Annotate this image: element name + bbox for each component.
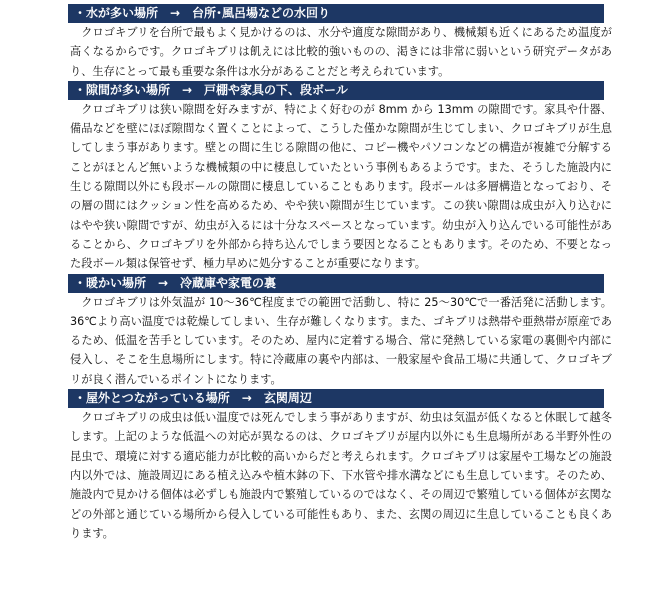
section-header: ・暖かい場所 → 冷蔵庫や家電の裏 [68,274,604,293]
section-body: クロゴキブリの成虫は低い温度では死んでしまう事がありますが、幼虫は気温が低くなると休眠して越冬します。上記のような低温への対応が異なるのは、クロゴキブリが屋内以外にも生息場所がある半野外性の昆虫で、環境に対する適応能力が比較的高いからだと考えられます。クロゴキブリは家屋や工場などの施設内以外では、施設周辺にある植え込みや植木鉢の下、下水管や排水溝などにも生息しています。そのため、施設内で見かける個体は必ずしも施設内で繁殖しているのではなく、その周辺で繁殖している個体が玄関などの外部と通じている場所から侵入している可能性もあり、また、玄関の周辺に生息していることも良くあります。 [70,411,612,540]
section-body: クロゴキブリを台所で最もよく見かけるのは、水分や適度な隙間があり、機械類も近くにあるため温度が高くなるからです。クロゴキブリは飢えには比較的強いものの、渇きには非常に弱いという研究データがあり、生存にとって最も重要な条件は水分があることだと考えられています。 [70,26,612,78]
section-warm [0,274,655,389]
section-body: クロゴキブリは狭い隙間を好みますが、特によく好むのが 8mm から 13mm の隙間です。家具や什器、備品などを壁にほぼ隙間なく置くことによって、こうした僅かな隙間が生じてしまい、クロゴキブリが生息してしまう事があります。壁との間に生じる隙間の他に、コピー機やパソコンなどの構造が複雑で分解することがほとんど無いような機械類の中に棲息していたという事例もあるようです。また、そうした施設内に生じる隙間以外にも段ボールの隙間に棲息していることもあります。段ボールは多層構造となっており、その層の間にはクッション性を高めるため、やや狭い隙間が生じています。この狭い隙間は成虫が入り込むにはやや狭い隙間ですが、幼虫が入るには十分なスペースとなっています。幼虫が入り込んでいる可能性があることから、クロゴキブリを外部から持ち込んでしまう要因となることもあります。そのため、不要となった段ボール類は保管せず、極力早めに処分することが重要になります。 [70,102,612,271]
section-header: ・屋外とつながっている場所 → 玄関周辺 [68,389,604,408]
section-water [0,4,655,81]
section-gaps [0,81,655,274]
section-header: ・隙間が多い場所 → 戸棚や家具の下、段ボール [68,81,604,100]
section-body: クロゴキブリは外気温が 10～36℃程度までの範囲で活動し、特に 25～30℃で一番活発に活動します。36℃より高い温度では乾燥してしまい、生存が難しくなります。また、ゴキブリは熱帯や亜熱帯が原産であるため、低温を苦手としています。そのため、屋内に定着する場合、常に発熱している家電の裏側や内部に侵入し、そこを生息場所にします。特に冷蔵庫の裏や内部は、一般家屋や食品工場に共通して、クロゴキブリが良く潜んでいるポイントになります。 [70,295,612,386]
section-header: ・水が多い場所 → 台所･風呂場などの水回り [68,4,604,23]
section-outdoor [0,389,655,543]
